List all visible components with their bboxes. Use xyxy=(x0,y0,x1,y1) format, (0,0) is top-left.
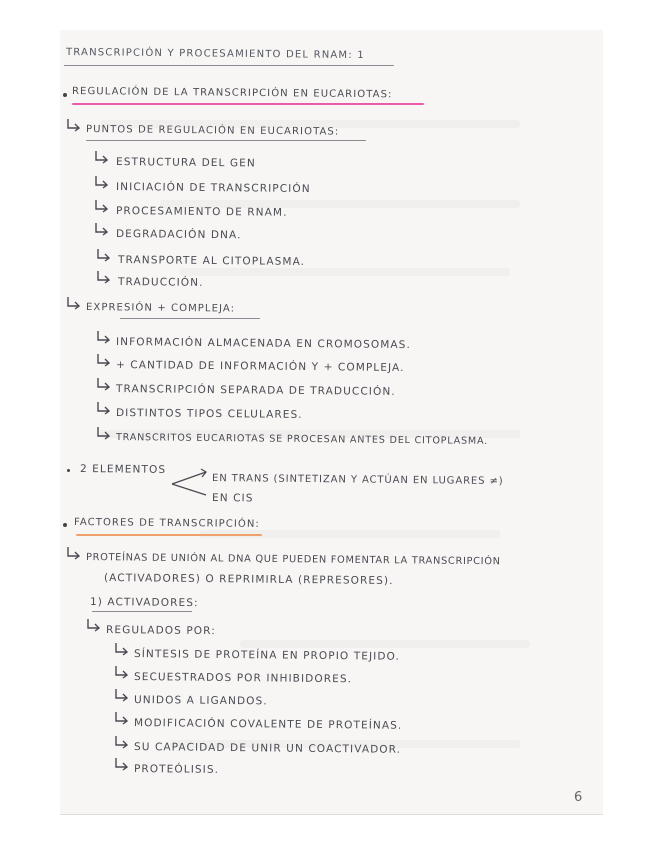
arrow-icon xyxy=(114,642,130,656)
list-item: ESTRUCTURA DEL GEN xyxy=(115,156,256,170)
bullet xyxy=(63,93,67,97)
arrow-icon xyxy=(66,546,82,560)
arrow-icon xyxy=(114,757,130,771)
list-item: INICIACIÓN DE TRANSCRIPCIÓN xyxy=(115,181,311,196)
section-heading-factores: FACTORES DE TRANSCRIPCIÓN: xyxy=(73,517,260,530)
arrow-icon xyxy=(96,401,112,415)
page-number: 6 xyxy=(574,790,583,805)
arrow-icon xyxy=(96,426,112,440)
subheading-underline xyxy=(92,611,192,612)
bullet xyxy=(63,523,67,527)
subheading-expresion: EXPRESIÓN + COMPLEJA: xyxy=(85,302,236,315)
two-elements-label: 2 ELEMENTOS xyxy=(79,463,167,476)
arrow-icon xyxy=(114,688,130,702)
subheading-puntos: PUNTOS DE REGULACIÓN EN EUCARIOTAS: xyxy=(85,124,340,138)
list-item: PROCESAMIENTO DE RNAM. xyxy=(115,205,288,219)
list-item: + CANTIDAD DE INFORMACIÓN Y + COMPLEJA. xyxy=(115,359,405,375)
arrow-icon xyxy=(96,377,112,391)
arrow-icon xyxy=(114,665,130,679)
factors-description-line2: (ACTIVADORES) O REPRIMIRLA (REPRESORES). xyxy=(103,572,394,588)
trans-elements-text: EN TRANS (SINTETIZAN Y ACTÚAN EN LUGARES ≠) xyxy=(211,473,504,488)
list-item: SÍNTESIS DE PROTEÍNA EN PROPIO TEJIDO. xyxy=(133,648,401,663)
list-item: MODIFICACIÓN COVALENTE DE PROTEÍNAS. xyxy=(133,717,403,732)
bleed-through-mark xyxy=(240,640,530,648)
orange-highlight xyxy=(76,534,262,536)
arrow-icon xyxy=(86,618,102,632)
subheading-activadores: 1) ACTIVADORES: xyxy=(89,596,199,610)
title-underline xyxy=(64,65,394,66)
arrow-icon xyxy=(94,175,110,189)
arrow-icon xyxy=(96,248,112,262)
arrow-icon xyxy=(114,711,130,725)
arrow-icon xyxy=(96,330,112,344)
list-item: TRADUCCIÓN. xyxy=(117,276,204,289)
arrow-icon xyxy=(114,735,130,749)
list-item: SECUESTRADOS POR INHIBIDORES. xyxy=(133,671,353,686)
list-item: TRANSPORTE AL CITOPLASMA. xyxy=(117,254,306,268)
bleed-through-mark xyxy=(180,268,510,276)
arrow-icon xyxy=(66,118,82,132)
pink-highlight xyxy=(72,103,424,105)
arrow-icon xyxy=(94,150,110,164)
list-item: PROTEÓLISIS. xyxy=(133,763,220,776)
list-item: DISTINTOS TIPOS CELULARES. xyxy=(115,407,303,421)
bullet xyxy=(67,469,70,472)
branch-arrows-icon xyxy=(170,468,210,498)
cis-elements-text: EN CIS xyxy=(211,492,254,505)
factors-description-line1: PROTEÍNAS DE UNIÓN AL DNA QUE PUEDEN FOMENTAR LA TRANSCRIPCIÓN xyxy=(85,552,501,568)
list-item: DEGRADACIÓN DNA. xyxy=(115,228,242,242)
subheading-underline xyxy=(86,140,366,141)
arrow-icon xyxy=(66,296,82,310)
list-item: SU CAPACIDAD DE UNIR UN COACTIVADOR. xyxy=(133,741,402,756)
page-title: TRANSCRIPCIÓN Y PROCESAMIENTO DEL RNAM: 1 xyxy=(65,47,365,62)
list-item: TRANSCRIPCIÓN SEPARADA DE TRADUCCIÓN. xyxy=(115,383,396,398)
list-item: TRANSCRITOS EUCARIOTAS SE PROCESAN ANTES DEL CITOPLASMA. xyxy=(115,432,489,447)
list-item: UNIDOS A LIGANDOS. xyxy=(133,694,268,708)
section-heading-regulacion: REGULACIÓN DE LA TRANSCRIPCIÓN EN EUCARIOTAS: xyxy=(71,86,393,101)
subheading-underline xyxy=(120,318,260,319)
arrow-icon xyxy=(94,199,110,213)
arrow-icon xyxy=(96,270,112,284)
list-item: INFORMACIÓN ALMACENADA EN CROMOSOMAS. xyxy=(115,336,411,352)
arrow-icon xyxy=(94,222,110,236)
regulated-by-label: REGULADOS POR: xyxy=(105,624,216,638)
arrow-icon xyxy=(96,353,112,367)
